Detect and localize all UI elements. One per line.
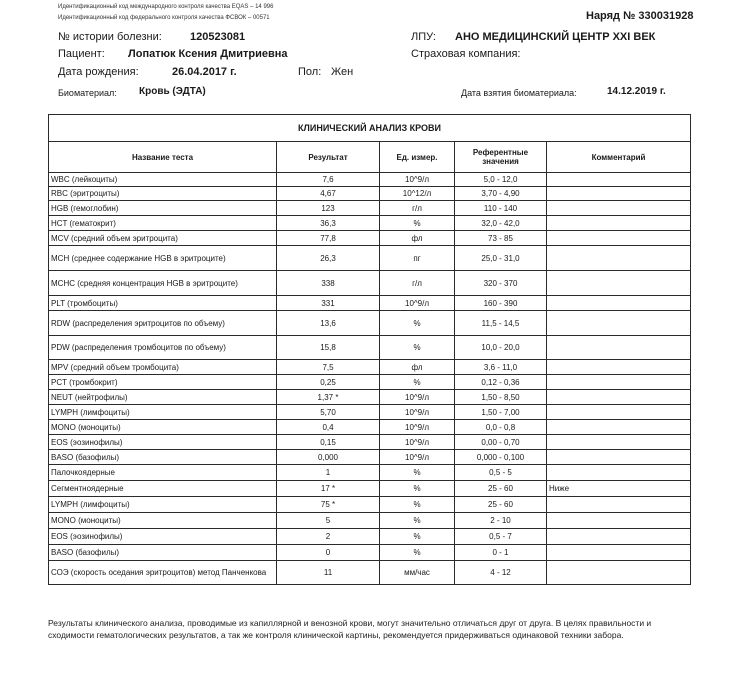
table-row bbox=[49, 497, 691, 513]
sample-date-label: Дата взятия биоматериала: bbox=[461, 88, 577, 98]
test-name-cell: PDW (распределения тромбоцитов по объему) bbox=[49, 336, 277, 360]
unit-cell: % bbox=[380, 336, 455, 360]
reference-cell: 1,50 - 7,00 bbox=[455, 405, 547, 420]
test-name-cell: HGB (гемоглобин) bbox=[49, 201, 277, 216]
test-name-cell: HCT (гематокрит) bbox=[49, 216, 277, 231]
result-cell: 26,3 bbox=[277, 246, 380, 271]
test-name-cell: MONO (моноциты) bbox=[49, 420, 277, 435]
reference-cell: 1,50 - 8,50 bbox=[455, 390, 547, 405]
dob-label: Дата рождения: bbox=[58, 66, 139, 78]
column-header-unit: Ед. измер. bbox=[380, 142, 455, 173]
result-cell: 5 bbox=[277, 513, 380, 529]
unit-cell: % bbox=[380, 545, 455, 561]
unit-cell: мм/час bbox=[380, 561, 455, 585]
table-row bbox=[49, 231, 691, 246]
eqas-identifier: Идентификационный код международного контроля качества EQAS – 14 996 bbox=[58, 4, 274, 10]
table-row bbox=[49, 529, 691, 545]
comment-cell bbox=[547, 336, 691, 360]
result-cell: 0,15 bbox=[277, 435, 380, 450]
result-cell: 7,5 bbox=[277, 360, 380, 375]
unit-cell: 10^12/л bbox=[380, 187, 455, 201]
test-name-cell: MPV (средний объем тромбоцита) bbox=[49, 360, 277, 375]
test-name-cell: EOS (эозинофилы) bbox=[49, 435, 277, 450]
sample-date-value: 14.12.2019 г. bbox=[607, 86, 666, 97]
test-name-cell: MCV (средний объем эритроцита) bbox=[49, 231, 277, 246]
unit-cell: % bbox=[380, 375, 455, 390]
comment-cell bbox=[547, 360, 691, 375]
table-row bbox=[49, 420, 691, 435]
test-name-cell: BASO (базофилы) bbox=[49, 545, 277, 561]
table-row bbox=[49, 375, 691, 390]
unit-cell: % bbox=[380, 216, 455, 231]
reference-cell: 4 - 12 bbox=[455, 561, 547, 585]
comment-cell bbox=[547, 173, 691, 187]
reference-cell: 0,5 - 5 bbox=[455, 465, 547, 481]
table-title: КЛИНИЧЕСКИЙ АНАЛИЗ КРОВИ bbox=[49, 115, 691, 142]
footer-note: Результаты клинического анализа, проводимые из капиллярной и венозной крови, могут значительно отличаться друг от друга. В целях правильности и сходимости гематологических результатов, а так же контроля клинической картины, рекомендуется придерживаться одинаковой техники забора. bbox=[48, 618, 652, 640]
table-row bbox=[49, 201, 691, 216]
history-value: 120523081 bbox=[190, 31, 246, 43]
comment-cell bbox=[547, 529, 691, 545]
test-name-cell: MCH (среднее содержание HGB в эритроците) bbox=[49, 246, 277, 271]
column-header-comment: Комментарий bbox=[547, 142, 691, 173]
unit-cell: г/л bbox=[380, 201, 455, 216]
test-name-cell: WBC (лейкоциты) bbox=[49, 173, 277, 187]
reference-cell: 2 - 10 bbox=[455, 513, 547, 529]
reference-cell: 11,5 - 14,5 bbox=[455, 311, 547, 336]
table-row bbox=[49, 336, 691, 360]
unit-cell: пг bbox=[380, 246, 455, 271]
reference-cell: 3,70 - 4,90 bbox=[455, 187, 547, 201]
reference-cell: 25 - 60 bbox=[455, 497, 547, 513]
biomaterial-value: Кровь (ЭДТА) bbox=[139, 86, 206, 97]
result-cell: 1 bbox=[277, 465, 380, 481]
unit-cell: % bbox=[380, 465, 455, 481]
table-row bbox=[49, 296, 691, 311]
sex-label: Пол: bbox=[298, 66, 322, 78]
comment-cell bbox=[547, 216, 691, 231]
sex-value: Жен bbox=[331, 66, 354, 78]
result-cell: 15,8 bbox=[277, 336, 380, 360]
result-cell: 0 bbox=[277, 545, 380, 561]
result-cell: 11 bbox=[277, 561, 380, 585]
unit-cell: % bbox=[380, 497, 455, 513]
fsvok-identifier: Идентификационный код федерального контроля качества ФСВОК – 00571 bbox=[58, 15, 270, 21]
result-cell: 0,25 bbox=[277, 375, 380, 390]
result-cell: 123 bbox=[277, 201, 380, 216]
results-table bbox=[48, 114, 691, 585]
lpu-label: ЛПУ: bbox=[411, 31, 436, 43]
result-cell: 77,8 bbox=[277, 231, 380, 246]
reference-cell: 25 - 60 bbox=[455, 481, 547, 497]
table-row bbox=[49, 561, 691, 585]
comment-cell bbox=[547, 390, 691, 405]
comment-cell bbox=[547, 201, 691, 216]
reference-cell: 5,0 - 12,0 bbox=[455, 173, 547, 187]
reference-cell: 73 - 85 bbox=[455, 231, 547, 246]
result-cell: 75 * bbox=[277, 497, 380, 513]
history-label: № истории болезни: bbox=[58, 31, 162, 43]
unit-cell: г/л bbox=[380, 271, 455, 296]
unit-cell: % bbox=[380, 311, 455, 336]
comment-cell: Ниже bbox=[547, 481, 691, 497]
test-name-cell: NEUT (нейтрофилы) bbox=[49, 390, 277, 405]
result-cell: 331 bbox=[277, 296, 380, 311]
comment-cell bbox=[547, 311, 691, 336]
table-row bbox=[49, 513, 691, 529]
table-row bbox=[49, 545, 691, 561]
test-name-cell: RBC (эритроциты) bbox=[49, 187, 277, 201]
comment-cell bbox=[547, 545, 691, 561]
result-cell: 2 bbox=[277, 529, 380, 545]
dob-value: 26.04.2017 г. bbox=[172, 66, 237, 78]
test-name-cell: MONO (моноциты) bbox=[49, 513, 277, 529]
result-cell: 0,000 bbox=[277, 450, 380, 465]
test-name-cell: LYMPH (лимфоциты) bbox=[49, 497, 277, 513]
test-name-cell: MCHC (средняя концентрация HGB в эритроците) bbox=[49, 271, 277, 296]
comment-cell bbox=[547, 246, 691, 271]
reference-cell: 320 - 370 bbox=[455, 271, 547, 296]
reference-cell: 3,6 - 11,0 bbox=[455, 360, 547, 375]
test-name-cell: PLT (тромбоциты) bbox=[49, 296, 277, 311]
result-cell: 13,6 bbox=[277, 311, 380, 336]
comment-cell bbox=[547, 513, 691, 529]
unit-cell: 10^9/л bbox=[380, 435, 455, 450]
comment-cell bbox=[547, 405, 691, 420]
unit-cell: 10^9/л bbox=[380, 296, 455, 311]
reference-cell: 0,12 - 0,36 bbox=[455, 375, 547, 390]
table-row bbox=[49, 311, 691, 336]
result-cell: 17 * bbox=[277, 481, 380, 497]
reference-cell: 160 - 390 bbox=[455, 296, 547, 311]
comment-cell bbox=[547, 187, 691, 201]
unit-cell: % bbox=[380, 481, 455, 497]
reference-cell: 0,5 - 7 bbox=[455, 529, 547, 545]
unit-cell: % bbox=[380, 513, 455, 529]
test-name-cell: RDW (распределения эритроцитов по объему) bbox=[49, 311, 277, 336]
table-row bbox=[49, 246, 691, 271]
reference-cell: 0,000 - 0,100 bbox=[455, 450, 547, 465]
comment-cell bbox=[547, 465, 691, 481]
result-cell: 7,6 bbox=[277, 173, 380, 187]
result-cell: 5,70 bbox=[277, 405, 380, 420]
patient-value: Лопатюк Ксения Дмитриевна bbox=[128, 48, 288, 60]
unit-cell: 10^9/л bbox=[380, 420, 455, 435]
table-row bbox=[49, 465, 691, 481]
comment-cell bbox=[547, 296, 691, 311]
order-number: Наряд № 330031928 bbox=[586, 10, 694, 22]
unit-cell: % bbox=[380, 529, 455, 545]
table-row bbox=[49, 435, 691, 450]
table-row bbox=[49, 216, 691, 231]
test-name-cell: СОЭ (скорость оседания эритроцитов) метод Панченкова bbox=[49, 561, 277, 585]
reference-cell: 10,0 - 20,0 bbox=[455, 336, 547, 360]
test-name-cell: Сегментноядерные bbox=[49, 481, 277, 497]
table-row bbox=[49, 405, 691, 420]
reference-cell: 25,0 - 31,0 bbox=[455, 246, 547, 271]
reference-cell: 110 - 140 bbox=[455, 201, 547, 216]
table-row bbox=[49, 390, 691, 405]
unit-cell: 10^9/л bbox=[380, 405, 455, 420]
test-name-cell: Палочкоядерные bbox=[49, 465, 277, 481]
table-row bbox=[49, 187, 691, 201]
reference-cell: 0 - 1 bbox=[455, 545, 547, 561]
lpu-value: АНО МЕДИЦИНСКИЙ ЦЕНТР XXI ВЕК bbox=[455, 31, 656, 43]
results-body bbox=[49, 173, 691, 585]
patient-label: Пациент: bbox=[58, 48, 105, 60]
test-name-cell: PCT (тромбокрит) bbox=[49, 375, 277, 390]
comment-cell bbox=[547, 435, 691, 450]
unit-cell: 10^9/л bbox=[380, 390, 455, 405]
test-name-cell: EOS (эозинофилы) bbox=[49, 529, 277, 545]
table-row bbox=[49, 450, 691, 465]
unit-cell: 10^9/л bbox=[380, 173, 455, 187]
result-cell: 36,3 bbox=[277, 216, 380, 231]
comment-cell bbox=[547, 231, 691, 246]
comment-cell bbox=[547, 420, 691, 435]
comment-cell bbox=[547, 497, 691, 513]
table-row bbox=[49, 360, 691, 375]
column-header-ref: Референтные значения bbox=[455, 142, 547, 173]
comment-cell bbox=[547, 450, 691, 465]
insurance-label: Страховая компания: bbox=[411, 48, 521, 60]
result-cell: 338 bbox=[277, 271, 380, 296]
result-cell: 1,37 * bbox=[277, 390, 380, 405]
table-row bbox=[49, 271, 691, 296]
table-row bbox=[49, 173, 691, 187]
table-row bbox=[49, 481, 691, 497]
reference-cell: 0,0 - 0,8 bbox=[455, 420, 547, 435]
reference-cell: 32,0 - 42,0 bbox=[455, 216, 547, 231]
column-header-result: Результат bbox=[277, 142, 380, 173]
result-cell: 4,67 bbox=[277, 187, 380, 201]
biomaterial-label: Биоматериал: bbox=[58, 88, 117, 98]
unit-cell: 10^9/л bbox=[380, 450, 455, 465]
unit-cell: фл bbox=[380, 360, 455, 375]
reference-cell: 0,00 - 0,70 bbox=[455, 435, 547, 450]
comment-cell bbox=[547, 561, 691, 585]
test-name-cell: LYMPH (лимфоциты) bbox=[49, 405, 277, 420]
unit-cell: фл bbox=[380, 231, 455, 246]
comment-cell bbox=[547, 271, 691, 296]
column-header-name: Название теста bbox=[49, 142, 277, 173]
comment-cell bbox=[547, 375, 691, 390]
result-cell: 0,4 bbox=[277, 420, 380, 435]
test-name-cell: BASO (базофилы) bbox=[49, 450, 277, 465]
